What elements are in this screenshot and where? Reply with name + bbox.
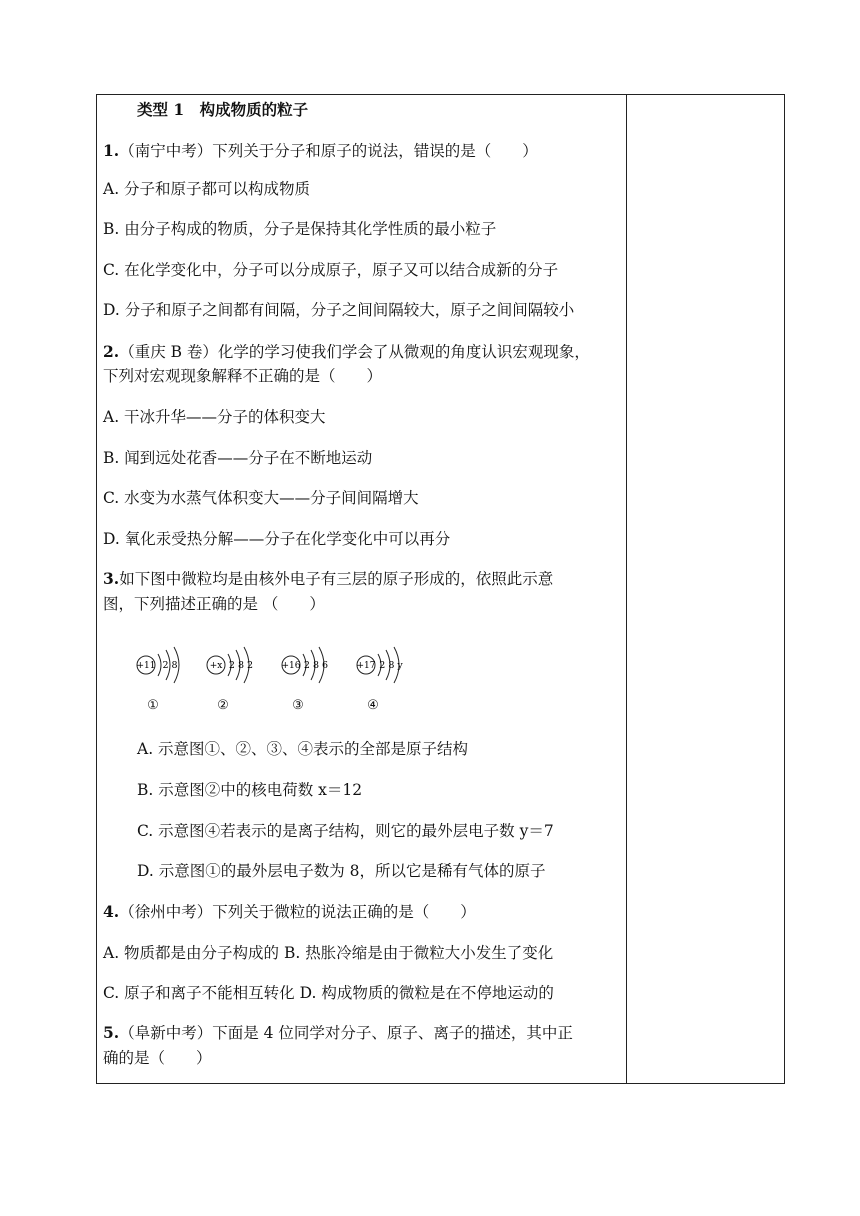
atom-diagram-4 — [355, 643, 415, 723]
atom-diagram-3 — [280, 643, 340, 723]
nucleus-charge: +x — [209, 661, 223, 671]
question-number: 3. — [103, 569, 120, 588]
nucleus-charge: +17 — [356, 661, 376, 671]
atom-diagram-1-figure — [135, 643, 195, 693]
shell-electrons: 2 8 6 — [303, 660, 329, 671]
question-number: 2. — [103, 342, 120, 361]
question-number: 5. — [103, 1023, 120, 1042]
option-a: A. 分子和原子都可以构成物质 — [103, 180, 311, 198]
option-c: C. 示意图④若表示的是离子结构，则它的最外层电子数 y＝7 — [137, 822, 554, 840]
atom-diagram-4-figure — [355, 643, 415, 693]
atom-diagram-3-figure — [280, 643, 340, 693]
diagram-label: ① — [147, 698, 159, 713]
question-5-stem-line1 — [103, 1022, 573, 1044]
question-number: 4. — [103, 902, 120, 921]
shell-electrons: 2 8 2 — [228, 660, 254, 671]
question-text: 如下图中微粒均是由核外电子有三层的原子形成的，依照此示意 — [119, 570, 554, 588]
atom-diagram-2-figure — [205, 643, 265, 693]
option-b: B. 示意图②中的核电荷数 x＝12 — [137, 781, 363, 799]
option-c: C. 在化学变化中，分子可以分成原子，原子又可以结合成新的分子 — [103, 261, 559, 279]
option-a: A. 干冰升华——分子的体积变大 — [103, 408, 326, 426]
atom-structure-diagrams — [135, 643, 415, 723]
question-3-stem-line2: 图，下列描述正确的是 （ ） — [103, 595, 325, 613]
question-3-stem-line1 — [103, 568, 553, 590]
nucleus-charge: +16 — [281, 661, 301, 671]
option-a: A. 示意图①、②、③、④表示的全部是原子结构 — [137, 740, 469, 758]
option-d: D. 分子和原子之间都有间隔，分子之间间隔较大，原子之间间隔较小 — [103, 301, 575, 319]
nucleus-charge: +11 — [136, 661, 156, 671]
question-number: 1. — [103, 141, 120, 160]
option-c: C. 水变为水蒸气体积变大——分子间间隔增大 — [103, 489, 419, 507]
question-1-stem — [103, 140, 538, 162]
option-d: D. 示意图①的最外层电子数为 8，所以它是稀有气体的原子 — [137, 862, 546, 880]
question-2-stem-line2: 下列对宏观现象解释不正确的是（ ） — [103, 367, 383, 385]
options-c-d: C. 原子和离子不能相互转化 D. 构成物质的微粒是在不停地运动的 — [103, 984, 554, 1002]
diagram-label: ③ — [292, 698, 304, 713]
option-d: D. 氧化汞受热分解——分子在化学变化中可以再分 — [103, 530, 451, 548]
shell-electrons: 2 8 y — [379, 660, 403, 671]
diagram-label: ② — [217, 698, 229, 713]
option-b: B. 由分子构成的物质，分子是保持其化学性质的最小粒子 — [103, 220, 497, 238]
question-2-stem-line1 — [103, 341, 590, 363]
question-table — [96, 94, 785, 1084]
question-text: （重庆 B 卷）化学的学习使我们学会了从微观的角度认识宏观现象， — [119, 343, 590, 361]
diagram-label: ④ — [367, 698, 379, 713]
atom-diagram-1 — [135, 643, 195, 723]
notes-column — [627, 95, 784, 1083]
question-column — [97, 95, 627, 1083]
question-text: （阜新中考）下面是 4 位同学对分子、原子、离子的描述，其中正 — [119, 1024, 573, 1042]
atom-diagram-2 — [205, 643, 265, 723]
option-b: B. 闻到远处花香——分子在不断地运动 — [103, 449, 373, 467]
shell-electrons: 2 8 — [162, 660, 178, 671]
question-text: （南宁中考）下列关于分子和原子的说法，错误的是（ ） — [119, 142, 538, 160]
question-4-stem — [103, 901, 476, 923]
question-5-stem-line2: 确的是（ ） — [103, 1049, 212, 1067]
options-a-b: A. 物质都是由分子构成的 B. 热胀冷缩是由于微粒大小发生了变化 — [103, 944, 554, 962]
question-text: （徐州中考）下列关于微粒的说法正确的是（ ） — [119, 903, 476, 921]
section-title: 类型 1 构成物质的粒子 — [137, 100, 309, 119]
